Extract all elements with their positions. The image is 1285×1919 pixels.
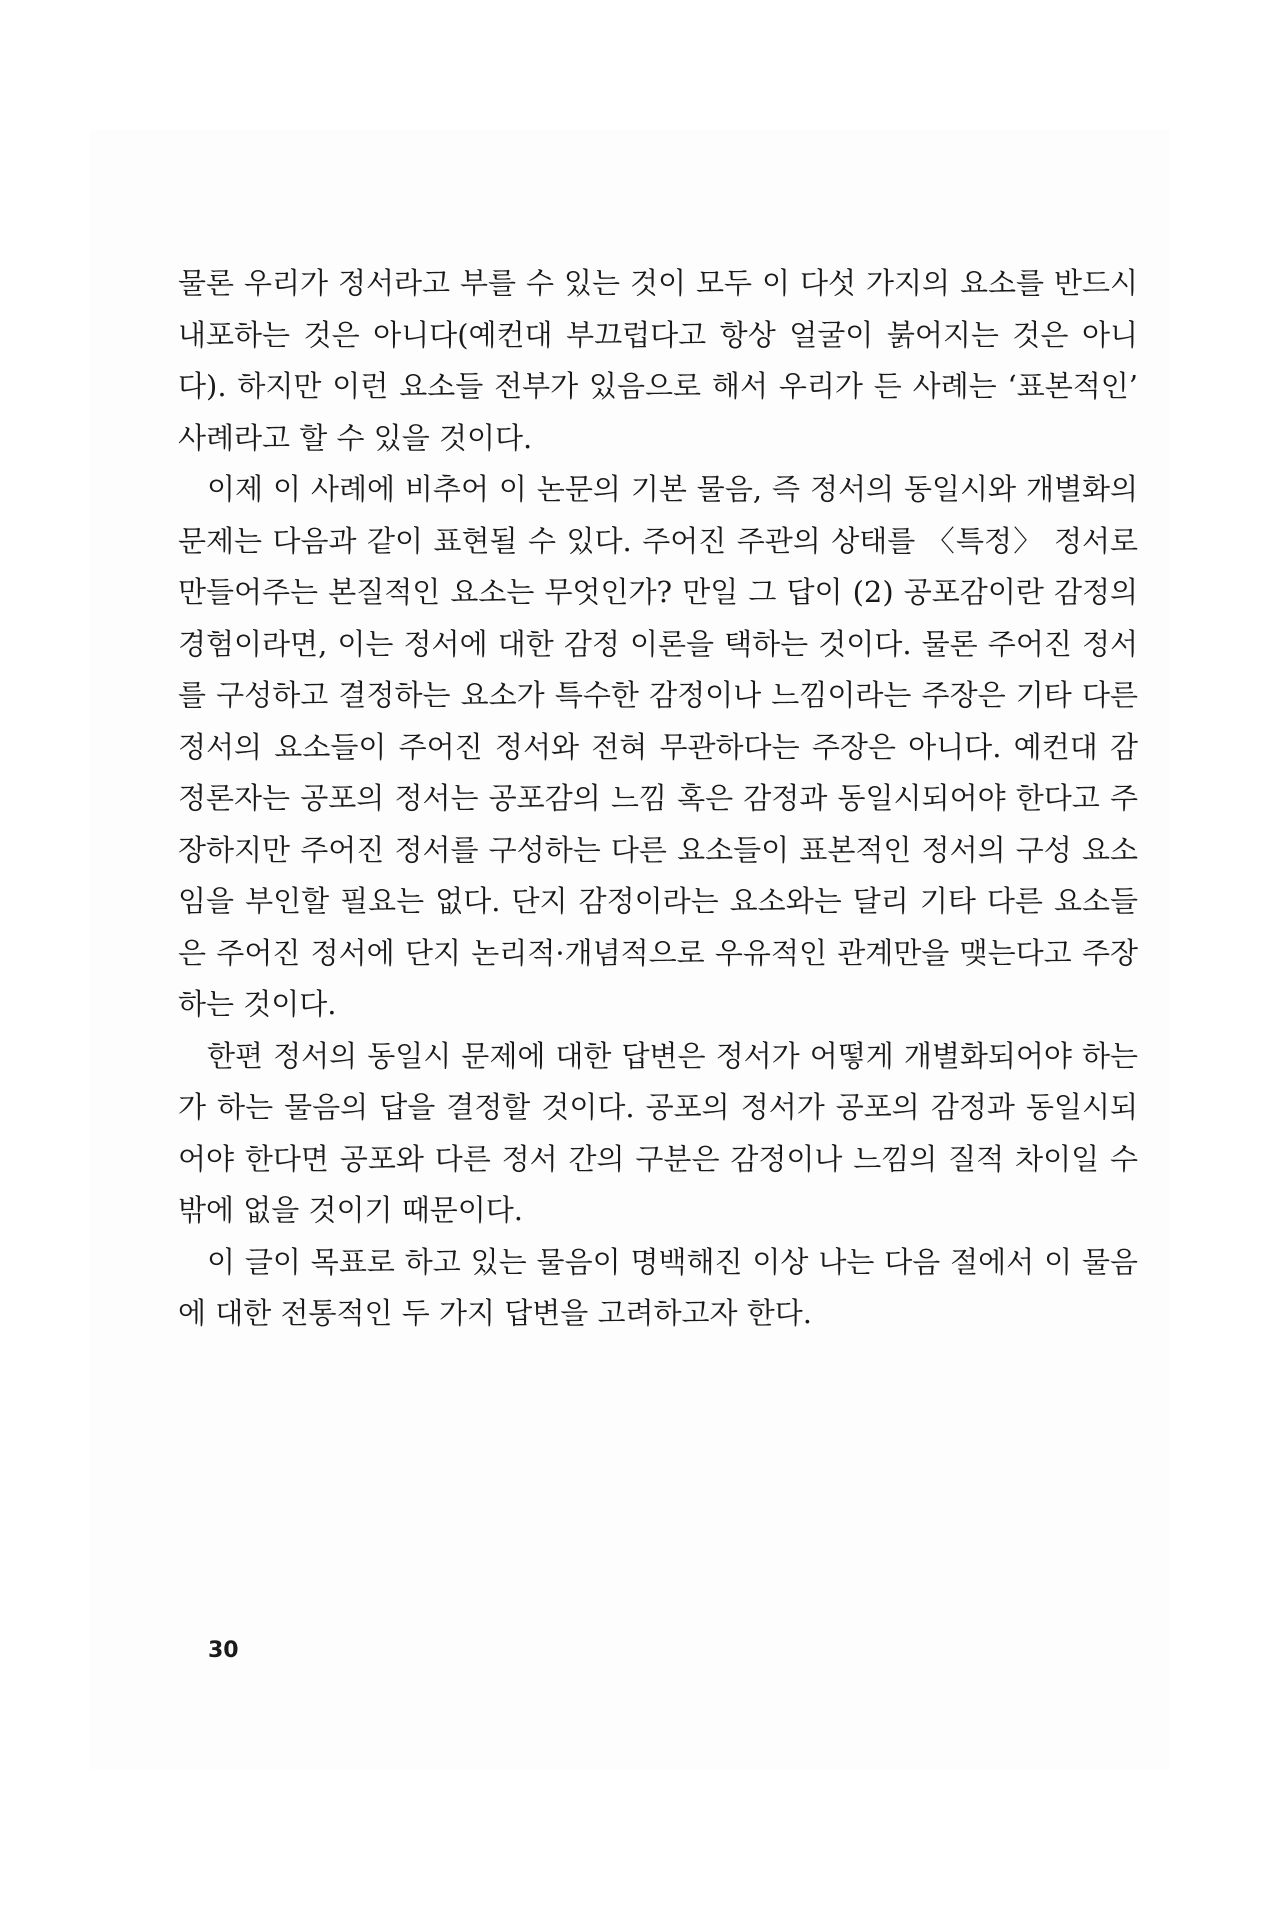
paragraph: 이제 이 사례에 비추어 이 논문의 기본 물음, 즉 정서의 동일시와 개별화의 문제는 다음과 같이 표현될 수 있다. 주어진 주관의 상태를 〈특정〉 정서로 만들어주는 본질적인 요소는 무엇인가? 만일 그 답이 (2) 공포감이란 감정의 경험이라면, 이는 정서에 대한 감정 이론을 택하는 것이다. 물론 주어진 정서를 구성하고 결정하는 요소가 특수한 감정이나 느낌이라는 주장은 기타 다른 정서의 요소들이 주어진 정서와 전혀 무관하다는 주장은 아니다. 예컨대 감정론자는 공포의 정서는 공포감의 느낌 혹은 감정과 동일시되어야 한다고 주장하지만 주어진 정서를 구성하는 다른 요소들이 표본적인 정서의 구성 요소임을 부인할 필요는 없다. 단지 감정이라는 요소와는 달리 기타 다른 요소들은 주어진 정서에 단지 논리적·개념적으로 우유적인 관계만을 맺는다고 주장하는 것이다.: [178, 472, 1138, 1021]
body-text: [178, 258, 1138, 1340]
paragraph: 물론 우리가 정서라고 부를 수 있는 것이 모두 이 다섯 가지의 요소를 반드시 내포하는 것은 아니다(예컨대 부끄럽다고 항상 얼굴이 붉어지는 것은 아니다). 하지만 이런 요소들 전부가 있음으로 해서 우리가 든 사례는 ‘표본적인’ 사례라고 할 수 있을 것이다.: [178, 266, 1138, 455]
paragraph: 한편 정서의 동일시 문제에 대한 답변은 정서가 어떻게 개별화되어야 하는가 하는 물음의 답을 결정할 것이다. 공포의 정서가 공포의 감정과 동일시되어야 한다면 공포와 다른 정서 간의 구분은 감정이나 느낌의 질적 차이일 수밖에 없을 것이기 때문이다.: [178, 1038, 1138, 1227]
page-number: 30: [208, 1638, 239, 1663]
paragraph: 이 글이 목표로 하고 있는 물음이 명백해진 이상 나는 다음 절에서 이 물음에 대한 전통적인 두 가지 답변을 고려하고자 한다.: [178, 1244, 1138, 1330]
